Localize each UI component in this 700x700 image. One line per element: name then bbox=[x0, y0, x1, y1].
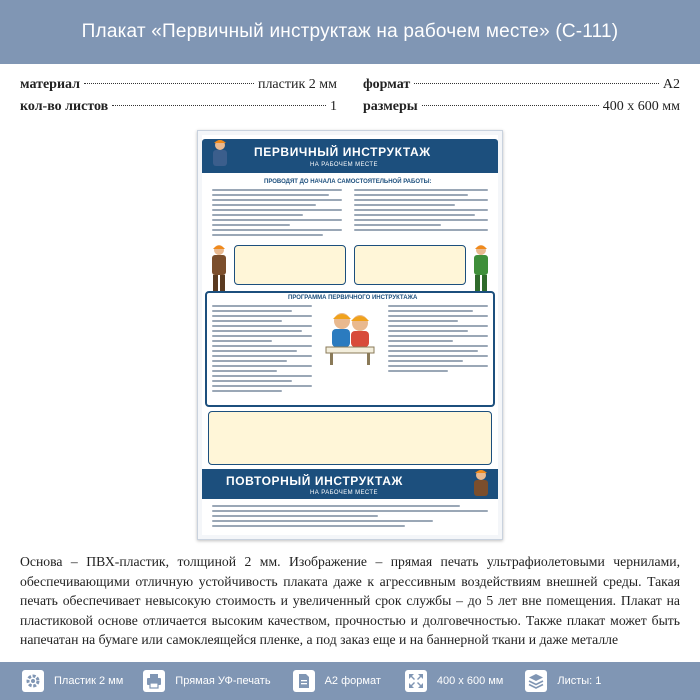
spec-value: пластик 2 мм bbox=[257, 77, 337, 92]
footer-label: 400 х 600 мм bbox=[436, 675, 504, 687]
poster-text-block bbox=[212, 305, 312, 395]
worker-icon bbox=[470, 243, 492, 295]
worker-icon bbox=[468, 467, 494, 501]
footer-item-material bbox=[22, 670, 123, 692]
poster-subtitle-bottom: НА РАБОЧЕМ МЕСТЕ bbox=[310, 490, 378, 496]
poster-title-top: ПЕРВИЧНЫЙ ИНСТРУКТАЖ bbox=[254, 145, 431, 159]
students-icon bbox=[320, 307, 380, 367]
poster-info-box bbox=[234, 245, 346, 285]
spec-sheets bbox=[20, 99, 337, 119]
poster-preview[interactable] bbox=[197, 130, 503, 540]
worker-icon bbox=[208, 243, 230, 295]
product-description: Основа – ПВХ-пластик, толщиной 2 мм. Изображение – прямая печать ультрафиолетовыми чернилами, обеспечивающими отличную устойчивость плаката даже к агрессивным воздействиям внешней среды. Такая печать обеспечивает невысокую стоимость и увеличенный срок службы – до 5 лет вне помещения. Плакат на пластиковой основе отличается высоким качеством, прочностью и долговечностью. Также плакат может быть напечатан на бумаге или самоклеящейся пленке, а под заказ еще и на баннерной ткани и даже металле bbox=[20, 554, 680, 648]
poster-text-block bbox=[212, 189, 342, 239]
poster-text-block bbox=[212, 505, 488, 530]
footer-label: A2 формат bbox=[324, 675, 381, 687]
header-bar bbox=[0, 0, 700, 64]
spec-value: 1 bbox=[330, 99, 337, 114]
poster-heading-2: ПРОГРАММА ПЕРВИЧНОГО ИНСТРУКТАЖА bbox=[288, 295, 418, 301]
footer-item-print bbox=[143, 670, 270, 692]
spec-value: 400 х 600 мм bbox=[602, 99, 680, 114]
spec-size bbox=[363, 99, 680, 119]
spec-material bbox=[20, 77, 337, 97]
footer-item-sheets bbox=[525, 670, 601, 692]
poster-title-bottom: ПОВТОРНЫЙ ИНСТРУКТАЖ bbox=[226, 474, 403, 488]
poster-image bbox=[202, 135, 498, 535]
page-title: Плакат «Первичный инструктаж на рабочем месте» (С-111) bbox=[81, 21, 619, 42]
specs-block bbox=[20, 77, 680, 123]
footer-label: Прямая УФ-печать bbox=[175, 675, 271, 687]
spec-key: формат bbox=[363, 77, 411, 92]
expand-icon bbox=[405, 670, 427, 692]
spec-key: кол-во листов bbox=[20, 99, 109, 114]
footer-item-format bbox=[293, 670, 381, 692]
dot-leader bbox=[414, 83, 659, 84]
footer-label: Листы: 1 bbox=[557, 675, 602, 687]
document-icon bbox=[293, 670, 315, 692]
dot-leader bbox=[112, 105, 326, 106]
dot-leader bbox=[422, 105, 599, 106]
poster-subtitle-top: НА РАБОЧЕМ МЕСТЕ bbox=[310, 162, 378, 168]
poster-text-block bbox=[388, 305, 488, 375]
footer-label: Пластик 2 мм bbox=[54, 675, 124, 687]
spec-key: размеры bbox=[363, 99, 418, 114]
poster-info-box bbox=[208, 411, 492, 465]
spec-key: материал bbox=[20, 77, 80, 92]
gear-icon bbox=[22, 670, 44, 692]
poster-text-block bbox=[354, 189, 488, 234]
worker-icon bbox=[208, 137, 232, 171]
dot-leader bbox=[84, 83, 254, 84]
footer-item-size bbox=[405, 670, 504, 692]
printer-icon bbox=[143, 670, 165, 692]
footer-bar bbox=[0, 662, 700, 700]
layers-icon bbox=[525, 670, 547, 692]
spec-format bbox=[363, 77, 680, 97]
poster-info-box bbox=[354, 245, 466, 285]
spec-value: A2 bbox=[662, 77, 680, 92]
poster-heading-1: ПРОВОДЯТ ДО НАЧАЛА САМОСТОЯТЕЛЬНОЙ РАБОТЫ: bbox=[264, 179, 432, 185]
